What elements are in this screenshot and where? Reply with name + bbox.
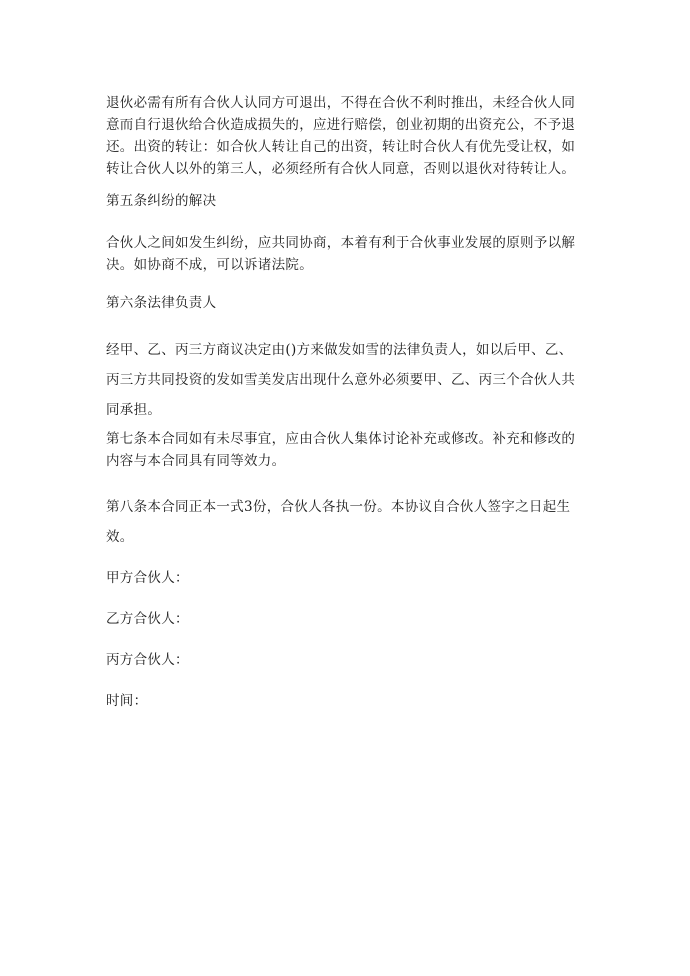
dispute-resolution-paragraph: 合伙人之间如发生纠纷，应共同协商，本着有利于合伙事业发展的原则予以解决。如协商不成，可以诉诸法院。 [106, 235, 576, 273]
party-a-signature-line: 甲方合伙人： [106, 570, 189, 586]
date-line: 时间： [106, 693, 148, 709]
legal-representative-paragraph: 经甲、乙、丙三方商议决定由()方来做发如雪的法律负责人，如以后甲、乙、丙三方共同投资的发如雪美发店出现什么意外必须要甲、乙、丙三个合伙人共同承担。 [106, 342, 576, 418]
article-8-paragraph: 第八条本合同正本一式3份，合伙人各执一份。本协议自合伙人签字之日起生效。 [106, 499, 571, 545]
article-7-paragraph: 第七条本合同如有未尽事宜，应由合伙人集体讨论补充或修改。补充和修改的内容与本合同具有同等效力。 [106, 431, 576, 469]
withdrawal-paragraph: 退伙必需有所有合伙人认同方可退出，不得在合伙不利时推出，未经合伙人同意而自行退伙给合伙造成损失的，应进行赔偿，创业初期的出资充公，不予退还。出资的转让：如合伙人转让自己的出资，转让时合伙人有优先受让权，如转让合伙人以外的第三人，必须经所有合伙人同意，否则以退伙对待转让人。 [106, 95, 576, 177]
article-5-heading: 第五条纠纷的解决 [106, 193, 217, 209]
party-c-signature-line: 丙方合伙人： [106, 652, 189, 668]
party-b-signature-line: 乙方合伙人： [106, 611, 189, 627]
article-6-heading: 第六条法律负责人 [106, 295, 217, 311]
